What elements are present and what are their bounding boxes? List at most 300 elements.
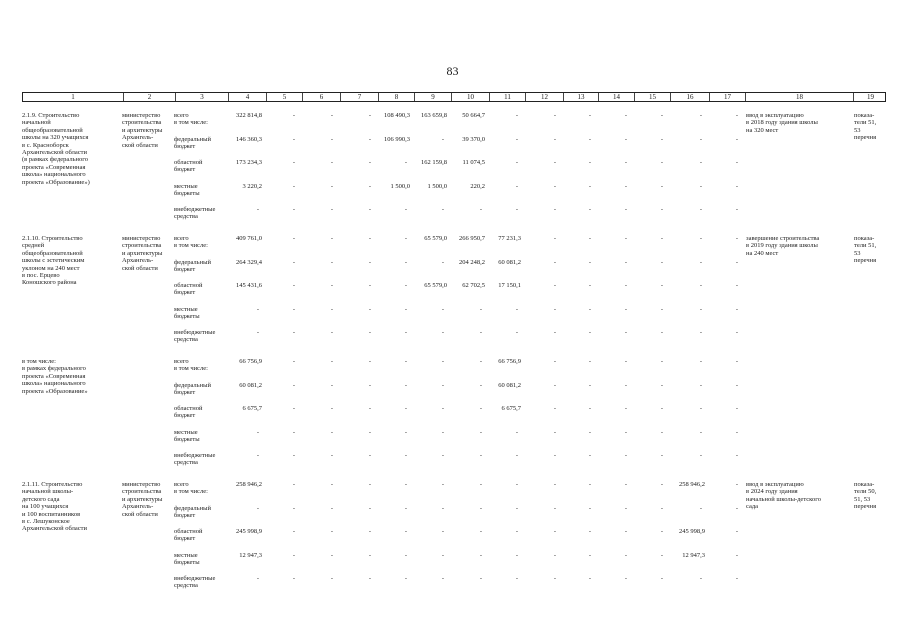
cell-dash: - <box>588 159 592 166</box>
cell-dash: - <box>368 358 372 365</box>
cell-value: 12 947,3 <box>239 551 262 559</box>
cell-dash: - <box>292 235 296 242</box>
responsible-org: министерство строительства и архитектуры Архангель- ской области <box>122 481 163 518</box>
cell-dash: - <box>624 206 628 213</box>
cell-dash: - <box>553 206 557 213</box>
cell-dash: - <box>515 329 519 336</box>
cell-dash: - <box>588 405 592 412</box>
cell-dash: - <box>479 358 483 365</box>
cell-dash: - <box>404 282 408 289</box>
cell-dash: - <box>553 575 557 582</box>
cell-value: 145 431,6 <box>236 282 262 289</box>
cell-dash: - <box>588 551 592 559</box>
cell-dash: - <box>515 135 519 143</box>
cell-dash: - <box>699 428 703 436</box>
header-col-7: 7 <box>340 93 378 101</box>
header-col-17: 17 <box>709 93 745 101</box>
cell-dash: - <box>553 305 557 313</box>
cell-dash: - <box>441 381 445 389</box>
cell-dash: - <box>330 452 334 459</box>
cell-dash: - <box>660 206 664 213</box>
cell-dash: - <box>553 381 557 389</box>
cell-dash: - <box>660 575 664 582</box>
cell-dash: - <box>404 329 408 336</box>
cell-dash: - <box>330 575 334 582</box>
cell-value: 1 500,0 <box>427 182 447 190</box>
cell-dash: - <box>292 504 296 512</box>
cell-dash: - <box>624 504 628 512</box>
cell-dash: - <box>660 112 664 119</box>
cell-dash: - <box>624 452 628 459</box>
cell-dash: - <box>624 551 628 559</box>
cell-value: 146 360,3 <box>236 135 262 143</box>
cell-value: 77 231,3 <box>498 235 521 242</box>
cell-dash: - <box>660 282 664 289</box>
cell-dash: - <box>256 428 260 436</box>
cell-value: 245 998,9 <box>679 528 705 535</box>
source-label: местные бюджеты <box>174 428 200 443</box>
header-col-16: 16 <box>670 93 709 101</box>
header-col-12: 12 <box>525 93 563 101</box>
cell-dash: - <box>368 159 372 166</box>
cell-value: 163 659,8 <box>421 112 447 119</box>
header-col-5: 5 <box>266 93 302 101</box>
section-title: 2.1.11. Строительство начальной школы- детского сада на 100 учащихся и 100 воспитанников в с. Лешуконское Архангельской области <box>22 481 87 533</box>
cell-value: 39 370,0 <box>462 135 485 143</box>
cell-value: 66 756,9 <box>498 358 521 365</box>
cell-dash: - <box>735 481 739 488</box>
responsible-org: министерство строительства и архитектуры Архангель- ской области <box>122 112 163 149</box>
cell-dash: - <box>330 329 334 336</box>
source-label: всего в том числе: <box>174 112 208 127</box>
cell-dash: - <box>660 258 664 266</box>
cell-dash: - <box>660 504 664 512</box>
cell-dash: - <box>515 112 519 119</box>
cell-dash: - <box>292 206 296 213</box>
cell-dash: - <box>292 258 296 266</box>
cell-dash: - <box>368 282 372 289</box>
cell-dash: - <box>368 452 372 459</box>
source-label: федеральный бюджет <box>174 504 211 519</box>
cell-dash: - <box>404 528 408 535</box>
cell-dash: - <box>330 235 334 242</box>
cell-dash: - <box>441 551 445 559</box>
cell-dash: - <box>368 428 372 436</box>
cell-dash: - <box>660 182 664 190</box>
cell-dash: - <box>441 258 445 266</box>
cell-dash: - <box>735 528 739 535</box>
cell-dash: - <box>553 405 557 412</box>
cell-dash: - <box>292 481 296 488</box>
cell-dash: - <box>624 258 628 266</box>
cell-dash: - <box>699 159 703 166</box>
cell-dash: - <box>735 135 739 143</box>
cell-dash: - <box>256 504 260 512</box>
cell-dash: - <box>553 329 557 336</box>
cell-dash: - <box>588 182 592 190</box>
cell-value: 108 490,3 <box>384 112 410 119</box>
cell-dash: - <box>368 235 372 242</box>
cell-dash: - <box>441 575 445 582</box>
header-col-19: 19 <box>853 93 887 101</box>
cell-dash: - <box>699 235 703 242</box>
source-label: федеральный бюджет <box>174 381 211 396</box>
cell-dash: - <box>441 504 445 512</box>
cell-dash: - <box>515 452 519 459</box>
source-label: федеральный бюджет <box>174 258 211 273</box>
cell-dash: - <box>404 235 408 242</box>
source-label: всего в том числе: <box>174 235 208 250</box>
cell-dash: - <box>553 428 557 436</box>
cell-dash: - <box>292 551 296 559</box>
cell-dash: - <box>699 258 703 266</box>
cell-dash: - <box>404 305 408 313</box>
cell-dash: - <box>553 282 557 289</box>
indicators: показа- тели 51, 53 перечня <box>854 112 877 142</box>
cell-dash: - <box>368 504 372 512</box>
cell-dash: - <box>553 504 557 512</box>
cell-dash: - <box>699 575 703 582</box>
source-label: областной бюджет <box>174 405 203 420</box>
cell-dash: - <box>441 528 445 535</box>
cell-dash: - <box>292 528 296 535</box>
cell-dash: - <box>292 428 296 436</box>
cell-dash: - <box>660 358 664 365</box>
section-title: 2.1.9. Строительство начальной общеобразовательной школы на 320 учащихся в с. Красноборск Архангельской области (в рамках федерального проекта «Современная школа» национального проекта «Образование») <box>22 112 90 186</box>
cell-dash: - <box>624 358 628 365</box>
cell-dash: - <box>588 206 592 213</box>
cell-dash: - <box>330 504 334 512</box>
expected-result: завершение строительства в 2019 году здания школы на 240 мест <box>746 235 820 257</box>
header-col-18: 18 <box>745 93 853 101</box>
cell-dash: - <box>588 428 592 436</box>
cell-value: 6 675,7 <box>501 405 521 412</box>
cell-dash: - <box>735 206 739 213</box>
cell-value: 106 990,3 <box>384 135 410 143</box>
cell-dash: - <box>735 112 739 119</box>
cell-dash: - <box>588 329 592 336</box>
cell-value: 162 159,8 <box>421 159 447 166</box>
cell-dash: - <box>660 381 664 389</box>
cell-dash: - <box>699 329 703 336</box>
source-label: областной бюджет <box>174 159 203 174</box>
cell-dash: - <box>330 481 334 488</box>
cell-dash: - <box>699 452 703 459</box>
cell-dash: - <box>660 159 664 166</box>
cell-dash: - <box>553 159 557 166</box>
cell-dash: - <box>404 481 408 488</box>
cell-dash: - <box>368 481 372 488</box>
cell-dash: - <box>624 159 628 166</box>
header-col-3: 3 <box>175 93 228 101</box>
cell-dash: - <box>404 206 408 213</box>
cell-dash: - <box>404 504 408 512</box>
cell-value: 3 220,2 <box>242 182 262 190</box>
cell-value: 11 074,5 <box>462 159 485 166</box>
cell-dash: - <box>735 405 739 412</box>
cell-dash: - <box>735 452 739 459</box>
cell-dash: - <box>553 135 557 143</box>
cell-dash: - <box>479 405 483 412</box>
cell-dash: - <box>368 305 372 313</box>
cell-dash: - <box>624 481 628 488</box>
cell-dash: - <box>330 405 334 412</box>
cell-dash: - <box>441 452 445 459</box>
cell-dash: - <box>553 112 557 119</box>
section-title: 2.1.10. Строительство средней общеобразовательной школы с эстетическим уклоном на 240 мест в пос. Ерцево Коношского района <box>22 235 85 287</box>
cell-dash: - <box>368 551 372 559</box>
indicators: показа- тели 50, 51, 53 перечня <box>854 481 877 511</box>
cell-dash: - <box>515 182 519 190</box>
cell-dash: - <box>330 358 334 365</box>
cell-dash: - <box>515 206 519 213</box>
cell-dash: - <box>553 182 557 190</box>
cell-dash: - <box>624 405 628 412</box>
cell-dash: - <box>588 235 592 242</box>
cell-dash: - <box>330 112 334 119</box>
header-col-14: 14 <box>598 93 634 101</box>
indicators: показа- тели 51, 53 перечня <box>854 235 877 265</box>
cell-dash: - <box>735 282 739 289</box>
cell-dash: - <box>292 159 296 166</box>
cell-dash: - <box>368 135 372 143</box>
cell-dash: - <box>699 282 703 289</box>
header-col-2: 2 <box>123 93 175 101</box>
cell-dash: - <box>404 381 408 389</box>
cell-dash: - <box>660 405 664 412</box>
cell-dash: - <box>441 329 445 336</box>
cell-dash: - <box>660 235 664 242</box>
cell-value: 322 814,8 <box>236 112 262 119</box>
cell-value: 258 946,2 <box>236 481 262 488</box>
cell-dash: - <box>588 381 592 389</box>
cell-dash: - <box>735 381 739 389</box>
cell-dash: - <box>330 258 334 266</box>
cell-dash: - <box>479 575 483 582</box>
cell-dash: - <box>735 258 739 266</box>
cell-dash: - <box>735 428 739 436</box>
cell-dash: - <box>368 381 372 389</box>
cell-dash: - <box>330 282 334 289</box>
cell-dash: - <box>330 135 334 143</box>
source-label: всего в том числе: <box>174 481 208 496</box>
cell-dash: - <box>660 305 664 313</box>
cell-dash: - <box>515 504 519 512</box>
cell-dash: - <box>588 504 592 512</box>
cell-value: 17 150,1 <box>498 282 521 289</box>
cell-value: 60 081,2 <box>498 258 521 266</box>
cell-dash: - <box>660 428 664 436</box>
header-col-8: 8 <box>378 93 414 101</box>
header-col-10: 10 <box>451 93 489 101</box>
cell-dash: - <box>624 381 628 389</box>
cell-dash: - <box>404 452 408 459</box>
source-label: местные бюджеты <box>174 305 200 320</box>
cell-dash: - <box>441 405 445 412</box>
cell-dash: - <box>368 258 372 266</box>
header-col-4: 4 <box>228 93 266 101</box>
cell-dash: - <box>441 358 445 365</box>
header-col-13: 13 <box>563 93 598 101</box>
cell-dash: - <box>624 305 628 313</box>
cell-dash: - <box>699 504 703 512</box>
table-body <box>22 102 886 622</box>
cell-dash: - <box>624 112 628 119</box>
source-label: местные бюджеты <box>174 551 200 566</box>
cell-dash: - <box>404 358 408 365</box>
header-col-15: 15 <box>634 93 670 101</box>
cell-value: 60 081,2 <box>498 381 521 389</box>
cell-dash: - <box>660 135 664 143</box>
cell-dash: - <box>553 551 557 559</box>
cell-dash: - <box>368 206 372 213</box>
cell-dash: - <box>588 358 592 365</box>
cell-dash: - <box>660 528 664 535</box>
cell-dash: - <box>699 405 703 412</box>
cell-dash: - <box>330 182 334 190</box>
cell-dash: - <box>515 528 519 535</box>
source-label: областной бюджет <box>174 528 203 543</box>
cell-dash: - <box>256 329 260 336</box>
responsible-org: министерство строительства и архитектуры Архангель- ской области <box>122 235 163 272</box>
cell-dash: - <box>368 405 372 412</box>
cell-dash: - <box>404 258 408 266</box>
cell-dash: - <box>479 206 483 213</box>
cell-dash: - <box>441 428 445 436</box>
source-label: внебюджетные средства <box>174 575 216 590</box>
cell-dash: - <box>292 135 296 143</box>
source-label: внебюджетные средства <box>174 329 216 344</box>
cell-dash: - <box>479 481 483 488</box>
cell-value: 204 248,2 <box>459 258 485 266</box>
header-col-9: 9 <box>414 93 451 101</box>
cell-dash: - <box>588 112 592 119</box>
cell-dash: - <box>660 329 664 336</box>
cell-dash: - <box>588 282 592 289</box>
cell-dash: - <box>330 551 334 559</box>
cell-dash: - <box>553 481 557 488</box>
cell-dash: - <box>404 405 408 412</box>
cell-dash: - <box>553 258 557 266</box>
cell-dash: - <box>292 381 296 389</box>
cell-dash: - <box>660 481 664 488</box>
cell-dash: - <box>292 358 296 365</box>
cell-dash: - <box>368 182 372 190</box>
cell-dash: - <box>292 329 296 336</box>
cell-dash: - <box>588 481 592 488</box>
page-number: 83 <box>446 64 459 78</box>
cell-value: 258 946,2 <box>679 481 705 488</box>
source-label: федеральный бюджет <box>174 135 211 150</box>
cell-dash: - <box>441 305 445 313</box>
header-col-1: 1 <box>71 93 75 101</box>
cell-dash: - <box>479 428 483 436</box>
cell-value: 12 947,3 <box>682 551 705 559</box>
cell-value: 65 579,0 <box>424 235 447 242</box>
cell-value: 60 081,2 <box>239 381 262 389</box>
source-label: всего в том числе: <box>174 358 208 373</box>
cell-dash: - <box>624 575 628 582</box>
cell-dash: - <box>735 329 739 336</box>
cell-dash: - <box>292 405 296 412</box>
expected-result: ввод в эксплуатацию в 2024 году здания начальной школы-детского сада <box>746 481 821 511</box>
cell-dash: - <box>553 358 557 365</box>
cell-dash: - <box>699 381 703 389</box>
cell-value: 1 500,0 <box>390 182 410 190</box>
cell-dash: - <box>479 329 483 336</box>
cell-dash: - <box>735 305 739 313</box>
cell-dash: - <box>404 428 408 436</box>
cell-dash: - <box>479 528 483 535</box>
cell-dash: - <box>479 452 483 459</box>
cell-dash: - <box>256 206 260 213</box>
cell-dash: - <box>256 575 260 582</box>
cell-dash: - <box>479 504 483 512</box>
cell-dash: - <box>515 428 519 436</box>
cell-value: 173 234,3 <box>236 159 262 166</box>
cell-dash: - <box>735 159 739 166</box>
cell-value: 264 329,4 <box>236 258 262 266</box>
cell-dash: - <box>404 575 408 582</box>
cell-dash: - <box>292 305 296 313</box>
cell-value: 266 950,7 <box>459 235 485 242</box>
cell-dash: - <box>256 452 260 459</box>
cell-dash: - <box>699 112 703 119</box>
source-label: внебюджетные средства <box>174 452 216 467</box>
cell-dash: - <box>735 575 739 582</box>
cell-dash: - <box>699 305 703 313</box>
cell-value: 66 756,9 <box>239 358 262 365</box>
cell-dash: - <box>330 206 334 213</box>
cell-dash: - <box>330 528 334 535</box>
cell-dash: - <box>588 528 592 535</box>
cell-dash: - <box>553 235 557 242</box>
cell-dash: - <box>624 235 628 242</box>
cell-dash: - <box>660 452 664 459</box>
cell-dash: - <box>404 159 408 166</box>
header-col-6: 6 <box>302 93 340 101</box>
cell-dash: - <box>256 305 260 313</box>
cell-dash: - <box>292 452 296 459</box>
cell-dash: - <box>588 258 592 266</box>
cell-dash: - <box>479 381 483 389</box>
cell-dash: - <box>292 282 296 289</box>
source-label: областной бюджет <box>174 282 203 297</box>
cell-dash: - <box>699 358 703 365</box>
cell-dash: - <box>624 282 628 289</box>
cell-dash: - <box>699 135 703 143</box>
cell-dash: - <box>368 528 372 535</box>
cell-dash: - <box>292 575 296 582</box>
cell-value: 245 998,9 <box>236 528 262 535</box>
cell-dash: - <box>624 428 628 436</box>
cell-dash: - <box>553 452 557 459</box>
cell-value: 62 702,5 <box>462 282 485 289</box>
cell-dash: - <box>441 206 445 213</box>
cell-dash: - <box>553 528 557 535</box>
cell-dash: - <box>330 305 334 313</box>
table-header-row <box>22 92 886 102</box>
cell-dash: - <box>588 305 592 313</box>
cell-dash: - <box>735 551 739 559</box>
cell-dash: - <box>735 358 739 365</box>
cell-dash: - <box>588 575 592 582</box>
cell-dash: - <box>735 235 739 242</box>
source-label: местные бюджеты <box>174 182 200 197</box>
cell-dash: - <box>479 551 483 559</box>
cell-dash: - <box>624 528 628 535</box>
cell-value: 50 664,7 <box>462 112 485 119</box>
